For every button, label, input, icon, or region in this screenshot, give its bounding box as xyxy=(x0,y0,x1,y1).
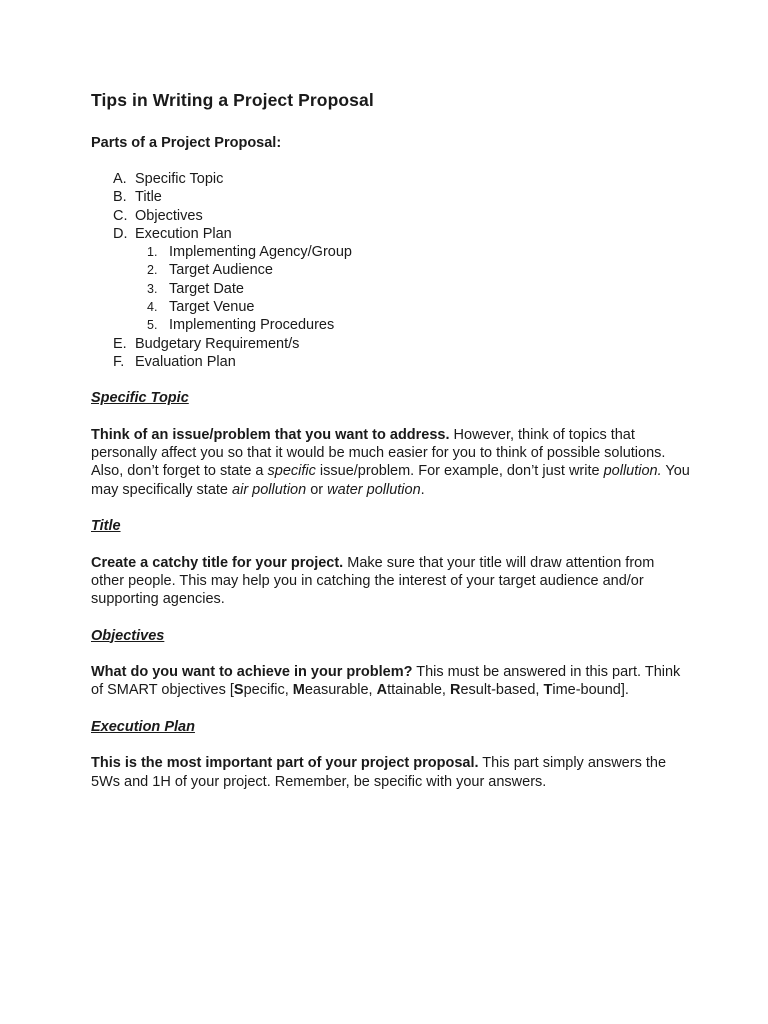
paragraph-text: . xyxy=(420,481,425,498)
subitem-label: Implementing Agency/Group xyxy=(169,244,352,261)
outline-marker: D. xyxy=(113,225,128,242)
outline-item-f xyxy=(91,353,691,371)
paragraph-text: This must be answered in this part. Think of SMART objectives [ xyxy=(91,664,681,699)
outline-label: Objectives xyxy=(135,207,203,224)
paragraph-specific-topic xyxy=(91,426,691,499)
paragraph-lead: Think of an issue/problem that you want to address. xyxy=(91,426,450,443)
paragraph-text: Make sure that your title will draw attention from other people. This may help you in catching the interest of your target audience and/or supporting agencies. xyxy=(91,554,655,608)
outline-label: Title xyxy=(135,189,162,206)
paragraph-text: However, think of topics that personally affect you so that it would be much easier for you to think of possible solutions. Also, don’t forget to state a xyxy=(91,426,666,480)
subitem-marker: 3. xyxy=(147,281,158,296)
outline-marker: E. xyxy=(113,335,127,352)
outline-label: Execution Plan xyxy=(135,225,232,242)
document-page xyxy=(91,86,691,791)
outline-subitem-4 xyxy=(91,298,691,316)
smart-letter: R xyxy=(449,682,461,699)
section-heading-execution-plan: Execution Plan xyxy=(91,718,195,735)
paragraph-text: ttainable, xyxy=(387,682,450,699)
outline-label: Budgetary Requirement/s xyxy=(135,335,300,352)
subitem-label: Implementing Procedures xyxy=(169,317,335,334)
paragraph-text: You may specifically state xyxy=(91,463,690,498)
subitem-marker: 5. xyxy=(147,318,158,333)
smart-letter: M xyxy=(292,682,305,699)
paragraph-text: esult-based, xyxy=(460,682,544,699)
paragraph-execution-plan xyxy=(91,754,691,791)
smart-letter: S xyxy=(233,682,244,699)
outline-marker: C. xyxy=(113,207,128,224)
smart-letter: A xyxy=(376,682,388,699)
paragraph-title xyxy=(91,554,691,609)
outline-marker: F. xyxy=(113,353,125,370)
paragraph-lead: Create a catchy title for your project. xyxy=(91,554,344,571)
outline-item-e xyxy=(91,335,691,353)
paragraph-objectives xyxy=(91,663,691,700)
outline-subitem-2 xyxy=(91,261,691,279)
outline-marker: A. xyxy=(113,171,127,187)
outline-subitem-1 xyxy=(91,243,691,261)
outline-marker: B. xyxy=(113,189,127,206)
subitem-marker: 4. xyxy=(147,300,158,315)
subitem-marker: 1. xyxy=(147,245,158,260)
paragraph-text: This part simply answers the 5Ws and 1H of your project. Remember, be specific with your answers. xyxy=(91,755,667,790)
subitem-label: Target Date xyxy=(169,280,244,297)
paragraph-text: pecific, xyxy=(243,682,293,699)
document-title: Tips in Writing a Project Proposal xyxy=(91,90,374,110)
outline-item-b xyxy=(91,188,691,206)
section-heading-specific-topic: Specific Topic xyxy=(91,390,189,407)
outline-label: Specific Topic xyxy=(135,171,224,187)
outline-item-c xyxy=(91,207,691,225)
subitem-label: Target Audience xyxy=(169,262,273,279)
outline-label: Evaluation Plan xyxy=(135,353,236,370)
paragraph-text: or xyxy=(306,481,328,498)
outline-item-a xyxy=(91,170,691,188)
parts-heading: Parts of a Project Proposal: xyxy=(91,135,282,151)
emphasis: specific xyxy=(267,463,316,480)
paragraph-text: ime-bound]. xyxy=(552,682,629,699)
section-heading-title: Title xyxy=(91,518,121,535)
outline-subitem-3 xyxy=(91,280,691,298)
smart-letter: T xyxy=(543,682,553,699)
paragraph-lead: This is the most important part of your project proposal. xyxy=(91,755,479,772)
paragraph-text: easurable, xyxy=(304,682,377,699)
emphasis: air pollution xyxy=(232,481,307,498)
section-heading-objectives: Objectives xyxy=(91,627,165,644)
paragraph-text: issue/problem. For example, don’t just write xyxy=(315,463,604,480)
emphasis: pollution. xyxy=(603,463,662,480)
parts-outline xyxy=(91,170,691,371)
paragraph-lead: What do you want to achieve in your problem? xyxy=(91,664,413,681)
outline-item-d xyxy=(91,225,691,243)
subitem-label: Target Venue xyxy=(169,299,255,316)
emphasis: water pollution xyxy=(327,481,421,498)
outline-subitem-5 xyxy=(91,316,691,334)
subitem-marker: 2. xyxy=(147,263,158,278)
